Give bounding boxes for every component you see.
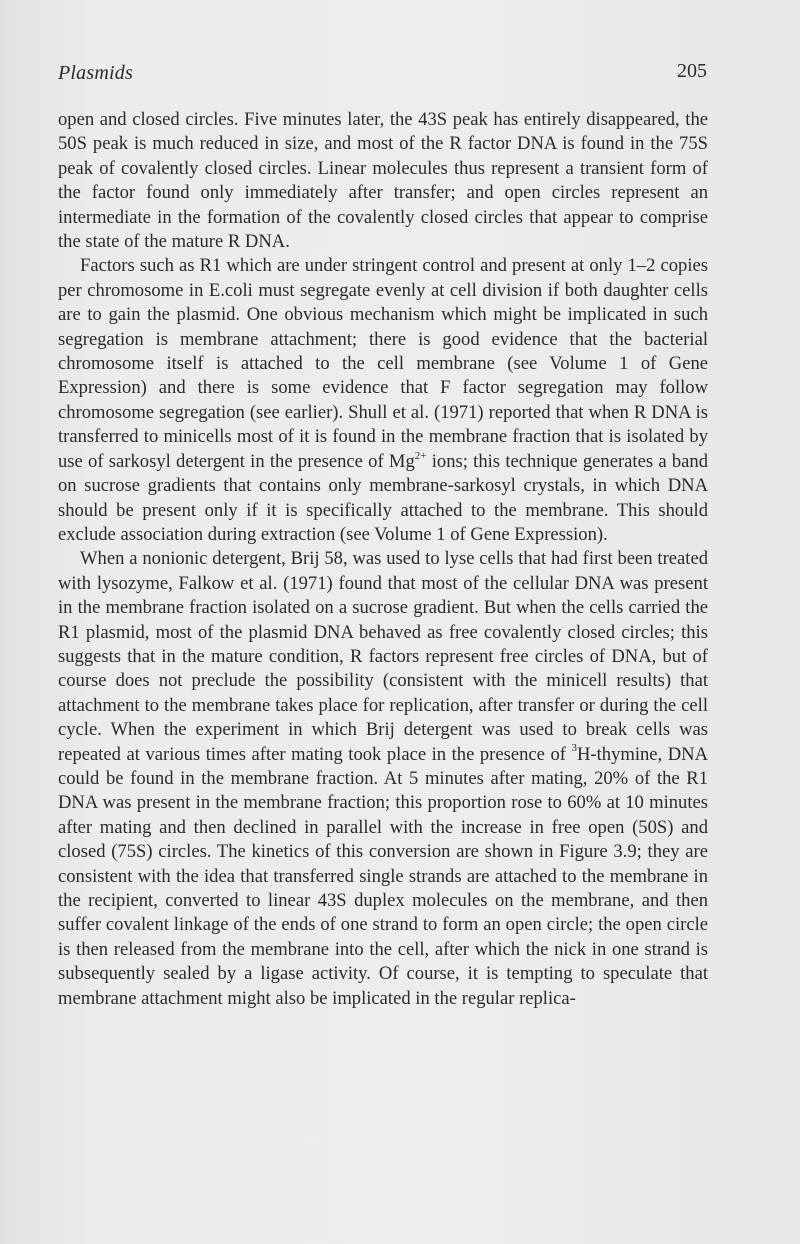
paragraph-2-part-1: Factors such as R1 which are under stringent control and present at only 1–2 copies per chromosome in E.coli must segregate evenly at cell division if both daughter cells are to gain the plasmid. One obvious mechanism which might be implicated in such segregation is membrane attachment; there is good evidence that the bacterial chromosome itself is attached to the cell membrane (see Volume 1 of Gene Expression) and there is some evidence that F factor segregation may follow chromosome segregation (see earlier). Shull et al. (1971) reported that when R DNA is transferred to minicells most of it is found in the membrane fraction that is isolated by use of sarkosyl detergent in the presence of Mg [58, 255, 708, 472]
running-head: Plasmids [58, 62, 133, 84]
magnesium-charge-superscript: 2+ [414, 449, 427, 462]
paragraph-3 [58, 547, 708, 1011]
paragraph-3-part-1: When a nonionic detergent, Brij 58, was used to lyse cells that had first been treated with lysozyme, Falkow et al. (1971) found that most of the cellular DNA was present in the membrane fraction isolated on a sucrose gradient. But when the cells carried the R1 plasmid, most of the plasmid DNA behaved as free covalently closed circles; this suggests that in the mature condition, R factors represent free circles of DNA, but of course does not preclude the possibility (consistent with the minicell results) that attachment to the membrane takes place for replication, after transfer or during the cell cycle. When the experiment in which Brij detergent was used to break cells was repeated at various times after mating took place in the presence of [58, 548, 708, 765]
paragraph-2-part-2: ions; this technique generates a band on sucrose gradients that contains only membrane-sarkosyl crystals, in which DNA should be present only if it is specifically attached to the membrane. This should exclude association during extraction (see Volume 1 of Gene Expression). [58, 450, 708, 545]
tritium-superscript: 3 [571, 742, 577, 755]
body-text [58, 108, 708, 1011]
paragraph-1: open and closed circles. Five minutes later, the 43S peak has entirely disappeared, the 50S peak is much reduced in size, and most of the R factor DNA is found in the 75S peak of covalently closed circles. Linear molecules thus represent a transient form of the factor found only immediately after transfer; and open circles represent an intermediate in the formation of the covalently closed circles that appear to comprise the state of the mature R DNA. [58, 109, 708, 253]
page-number: 205 [677, 60, 707, 82]
paragraph-2 [58, 254, 708, 547]
paragraph-3-part-2: H-thymine, DNA could be found in the membrane fraction. At 5 minutes after mating, 20% of the R1 DNA was present in the membrane fraction; this proportion rose to 60% at 10 minutes after mating and then declined in parallel with the increase in free open (50S) and closed (75S) circles. The kinetics of this conversion are shown in Figure 3.9; they are consistent with the idea that transferred single strands are attached to the membrane in the recipient, converted to linear 43S duplex molecules on the membrane, and then suffer covalent linkage of the ends of one strand to form an open circle; the open circle is then released from the membrane into the cell, after which the nick in one strand is subsequently sealed by a ligase activity. Of course, it is tempting to speculate that membrane attachment might also be implicated in the regular replica- [58, 743, 709, 1009]
